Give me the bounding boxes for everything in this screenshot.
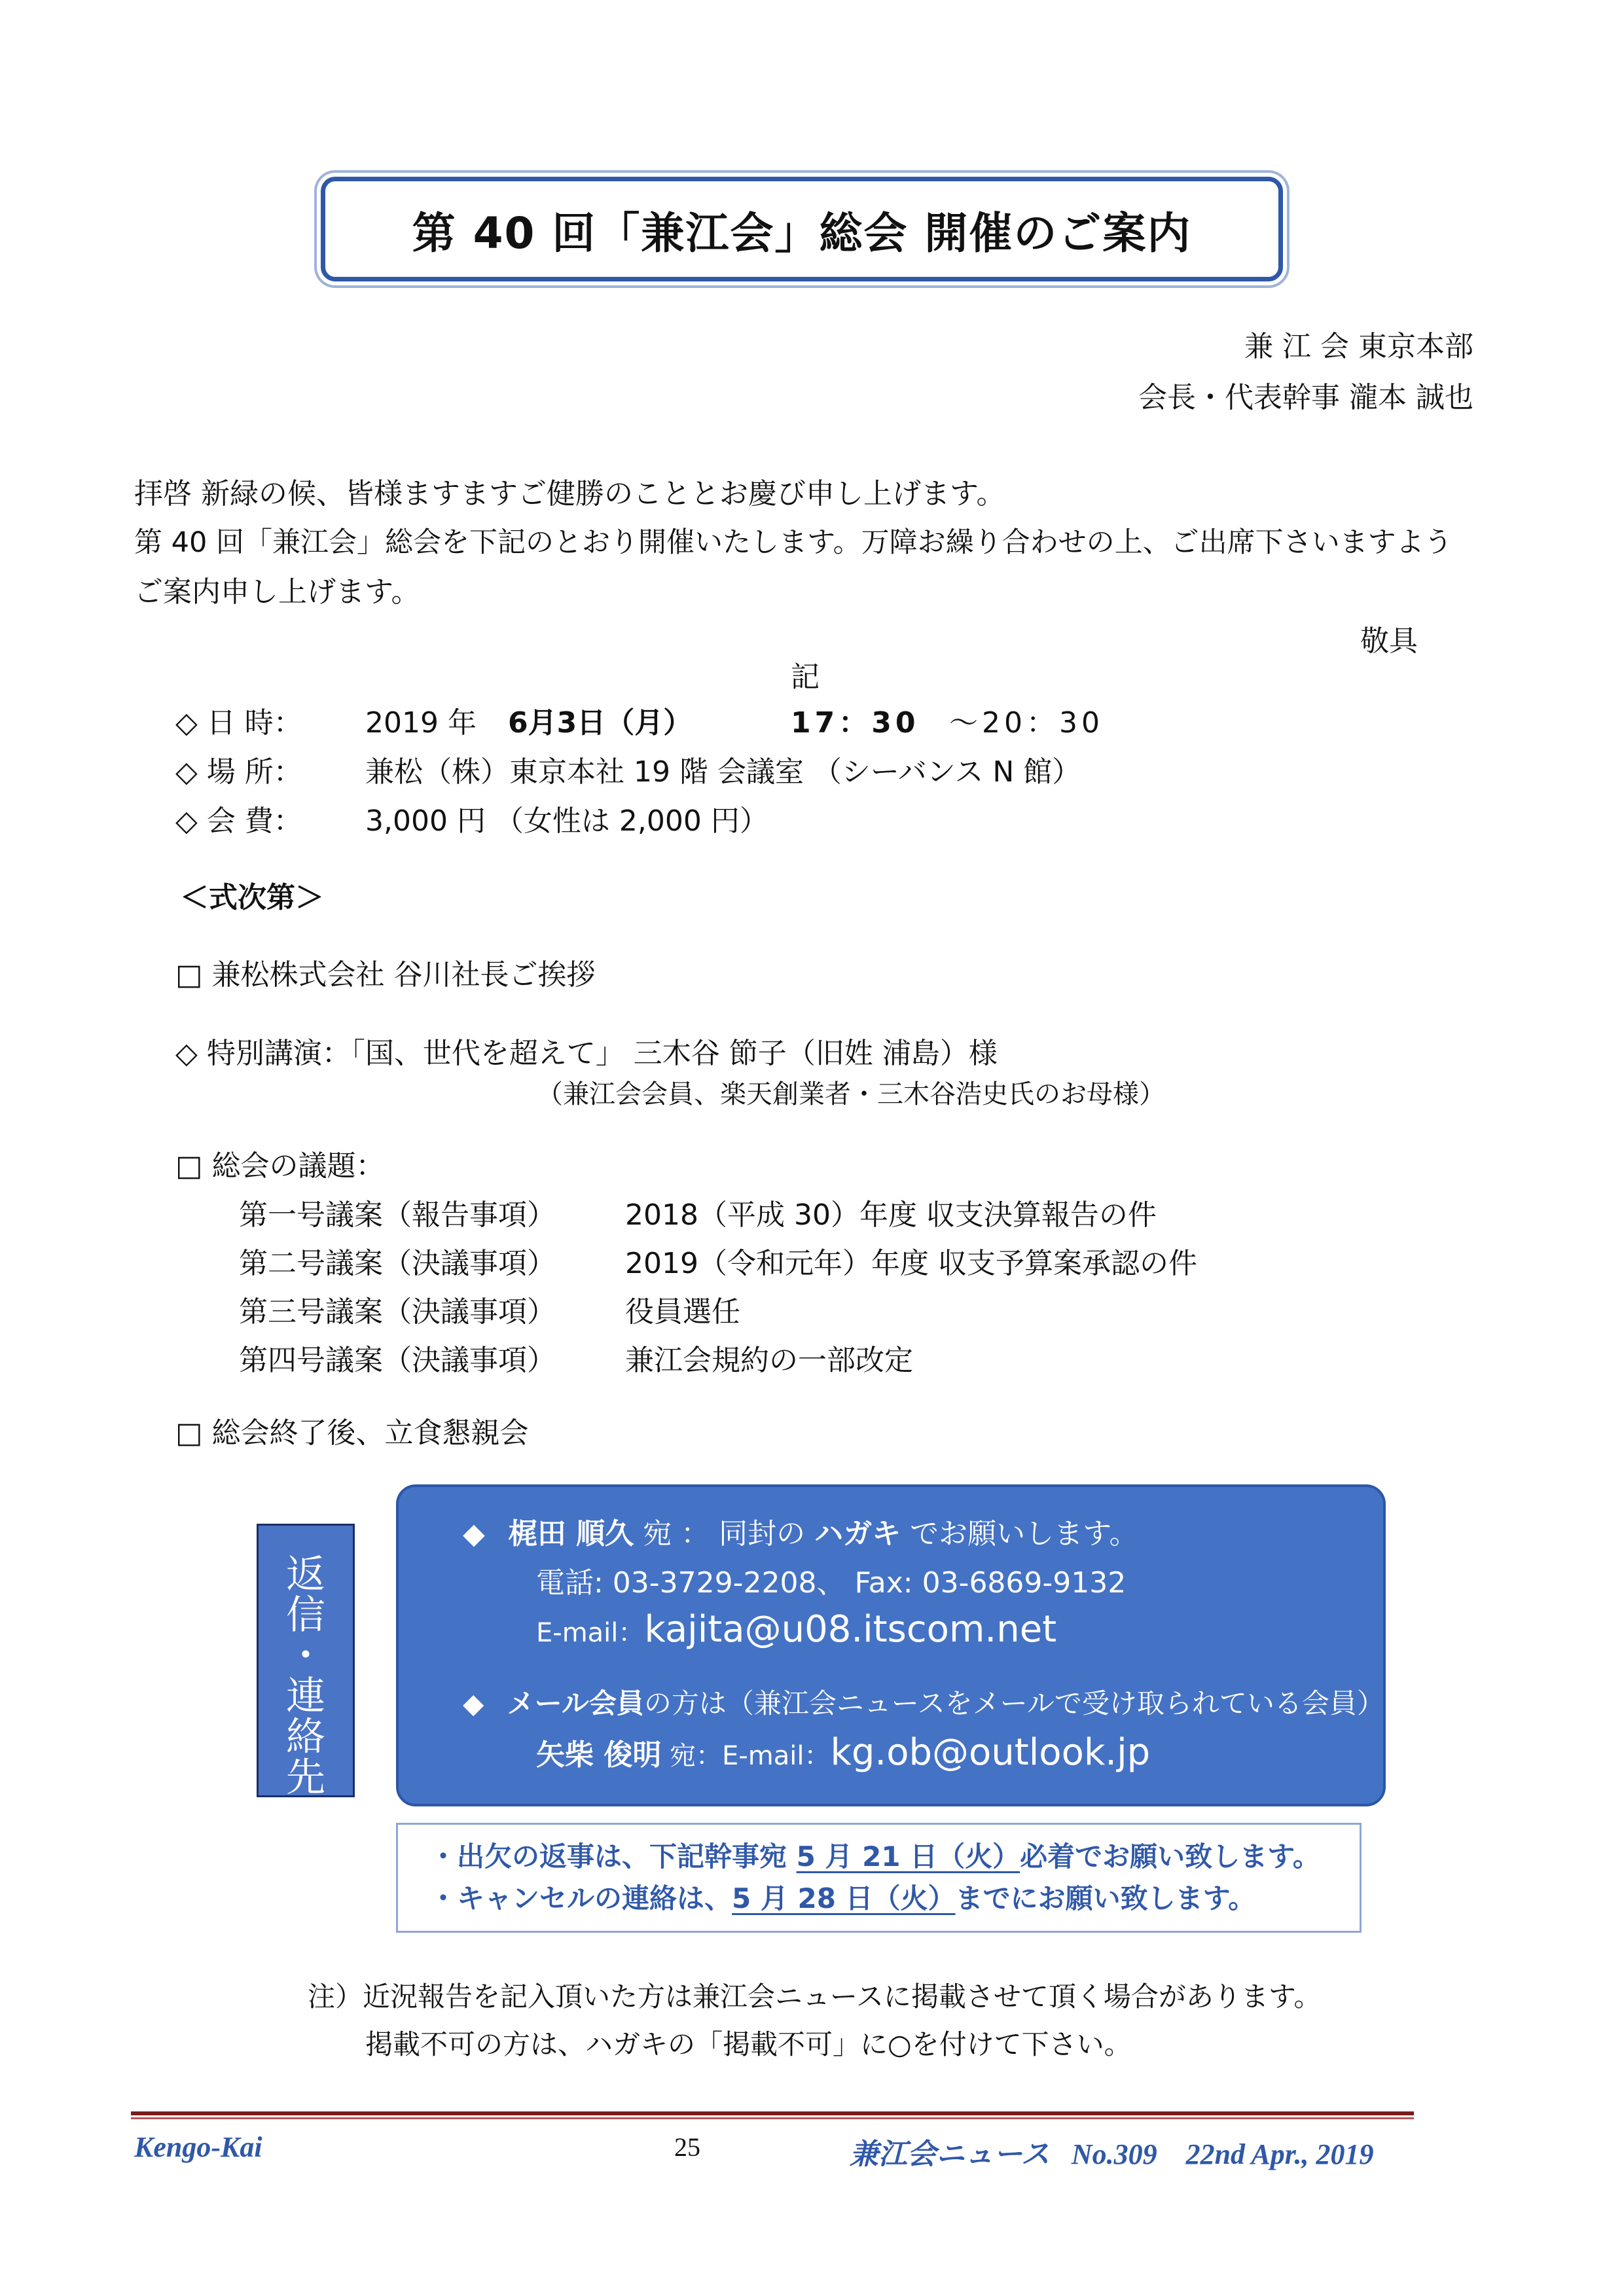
agenda-heading: □ 総会の議題： — [175, 1149, 385, 1183]
title-box — [321, 177, 1283, 281]
date-time-start: 17：30 — [791, 706, 920, 740]
contact-1-name: 梶田 順久 — [508, 1517, 634, 1551]
contact-2-email[interactable]: kg.ob@outlook.jp — [830, 1731, 1151, 1774]
contact-1-line — [463, 1517, 1138, 1551]
footer-left: Kengo-Kai — [134, 2131, 262, 2163]
contact-1-email-line — [536, 1608, 1057, 1651]
deadline-reply-post: 必着でお願い致します。 — [1020, 1840, 1320, 1873]
contact-2-email-line — [536, 1731, 1151, 1774]
reply-label-char: 信 — [286, 1592, 325, 1638]
closing-keigu: 敬具 — [1360, 624, 1418, 658]
contact-2-line — [463, 1687, 1384, 1719]
agenda-item-label: 第四号議案（決議事項） — [239, 1344, 556, 1377]
program-lecture-note: （兼江会会員、楽天創業者・三木谷浩史氏のお母様） — [537, 1079, 1165, 1109]
date-time-end: ～20：30 — [949, 706, 1104, 740]
program-item-reception: □ 総会終了後、立食懇親会 — [175, 1416, 529, 1450]
intro-line-1: 拝啓 新緑の候、皆様ますますご健勝のこととお慶び申し上げます。 — [134, 477, 1005, 511]
page-number: 25 — [674, 2132, 700, 2162]
footnote-line-2: 掲載不可の方は、ハガキの「掲載不可」に○を付けて下さい。 — [365, 2028, 1132, 2060]
footer-divider-thin — [131, 2117, 1414, 2119]
contact-2-email-label: 宛：E-mail： — [661, 1741, 831, 1771]
diamond-bullet-icon: ◆ — [463, 1687, 484, 1719]
deadline-cancel-date: 5 月 28 日（火） — [732, 1882, 956, 1914]
place-label: ◇ 場 所： — [175, 755, 302, 789]
contact-2-member: メール会員 — [507, 1687, 644, 1719]
reply-contact-box — [396, 1484, 1386, 1806]
footer-divider — [131, 2111, 1414, 2115]
deadline-reply-pre: ・出欠の返事は、下記幹事宛 — [429, 1840, 797, 1873]
reply-contact-label — [257, 1524, 355, 1801]
program-heading: ＜式次第＞ — [180, 881, 324, 914]
reply-label-char: 連 — [286, 1674, 325, 1719]
reply-label-char: ・ — [286, 1633, 325, 1679]
deadline-reply-date: 5 月 21 日（火） — [796, 1840, 1020, 1873]
contact-1-email[interactable]: kajita@u08.itscom.net — [644, 1608, 1057, 1651]
date-label: ◇ 日 時： — [175, 706, 302, 740]
agenda-item-value: 2019（令和元年）年度 収支予算案承認の件 — [625, 1247, 1197, 1280]
deadline-cancel-post: までにお願い致します。 — [955, 1882, 1256, 1914]
intro-line-3: ご案内申し上げます。 — [134, 575, 420, 609]
contact-2-tail: の方は（兼江会ニュースをメールで受け取られている会員） — [643, 1687, 1384, 1719]
contact-1-phone: 電話: 03-3729-2208、 Fax: 03-6869-9132 — [536, 1566, 1127, 1600]
program-item-greeting: □ 兼松株式会社 谷川社長ご挨拶 — [175, 958, 596, 992]
agenda-item-value: 役員選任 — [625, 1295, 740, 1329]
fee-label: ◇ 会 費： — [175, 804, 302, 838]
page-title: 第 40 回「兼江会」総会 開催のご案内 — [412, 207, 1192, 259]
contact-1-email-label: E-mail： — [536, 1618, 645, 1648]
agenda-item-label: 第一号議案（報告事項） — [239, 1198, 556, 1232]
contact-1-ate: 宛 ： 同封の — [634, 1517, 815, 1551]
agenda-item-value: 兼江会規約の一部改定 — [625, 1344, 913, 1377]
date-year: 2019 年 — [365, 706, 477, 740]
agenda-item-label: 第二号議案（決議事項） — [239, 1247, 556, 1280]
agenda-list — [239, 1198, 1352, 1397]
agenda-item-value: 2018（平成 30）年度 収支決算報告の件 — [625, 1198, 1157, 1232]
footnote-line-1: 注）近況報告を記入頂いた方は兼江会ニュースに掲載させて頂く場合があります。 — [308, 1981, 1322, 2013]
contact-1-hagaki: ハガキ — [814, 1517, 901, 1551]
fee-value: 3,000 円 （女性は 2,000 円） — [365, 804, 768, 838]
agenda-item-label: 第三号議案（決議事項） — [239, 1295, 556, 1329]
footer-right: 兼江会ニュース No.309 22nd Apr., 2019 — [850, 2138, 1374, 2170]
diamond-bullet-icon: ◆ — [463, 1517, 485, 1551]
contact-1-tail: でお願いします。 — [901, 1517, 1138, 1551]
intro-line-2: 第 40 回「兼江会」総会を下記のとおり開催いたします。万障お繰り合わせの上、ご出席下さいますよう — [134, 526, 1453, 559]
ki-mark: 記 — [791, 660, 820, 694]
reply-label-char: 絡 — [286, 1714, 325, 1760]
contact-2-name: 矢柴 俊明 — [536, 1738, 662, 1772]
date-day: 6月3日（月） — [508, 706, 693, 740]
deadline-reply-line — [429, 1840, 1320, 1873]
sender-org: 兼 江 会 東京本部 — [1244, 330, 1473, 363]
reply-label-char: 先 — [286, 1755, 325, 1801]
deadline-notice-box — [396, 1823, 1362, 1933]
program-item-lecture: ◇ 特別講演：「国、世代を超えて」 三木谷 節子（旧姓 浦島）様 — [175, 1037, 998, 1070]
reply-label-char: 返 — [286, 1552, 325, 1598]
deadline-cancel-pre: ・キャンセルの連絡は、 — [429, 1882, 732, 1914]
place-value: 兼松（株）東京本社 19 階 会議室 （シーバンス N 館） — [365, 755, 1081, 789]
sender-person: 会長・代表幹事 瀧本 誠也 — [1138, 381, 1473, 414]
deadline-cancel-line — [429, 1882, 1256, 1914]
